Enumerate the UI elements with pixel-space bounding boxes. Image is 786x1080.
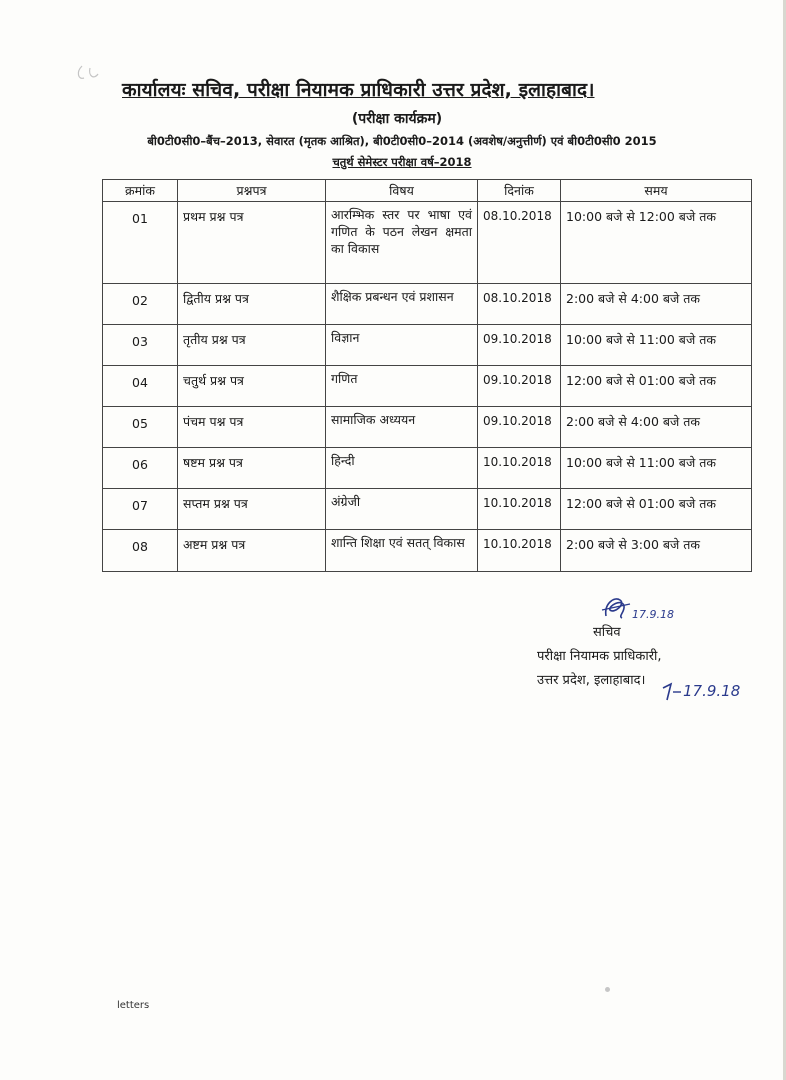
table-row xyxy=(103,325,752,366)
time-cell: 2:00 बजे से 4:00 बजे तक xyxy=(561,284,752,325)
initial-mark xyxy=(655,670,755,710)
table-row xyxy=(103,489,752,530)
serial-cell: 08 xyxy=(103,530,178,572)
serial-cell: 06 xyxy=(103,448,178,489)
signature-date: 17.9.18 xyxy=(632,608,674,621)
date-cell: 08.10.2018 xyxy=(478,202,561,284)
time-cell: 2:00 बजे से 3:00 बजे तक xyxy=(561,530,752,572)
serial-cell: 07 xyxy=(103,489,178,530)
time-cell: 12:00 बजे से 01:00 बजे तक xyxy=(561,489,752,530)
paper-cell: प्रथम प्रश्न पत्र xyxy=(178,202,326,284)
document-subtitle: (परीक्षा कार्यक्रम) xyxy=(351,111,443,127)
paper-cell: द्वितीय प्रश्न पत्र xyxy=(178,284,326,325)
table-row xyxy=(103,366,752,407)
subject-cell: हिन्दी xyxy=(326,448,478,489)
table-row xyxy=(103,530,752,572)
time-cell: 10:00 बजे से 12:00 बजे तक xyxy=(561,202,752,284)
table-row xyxy=(103,407,752,448)
column-header-date: दिनांक xyxy=(478,180,561,202)
exam-schedule-table xyxy=(102,179,752,572)
table-header-row xyxy=(103,180,752,202)
paper-speck xyxy=(605,987,610,992)
date-cell: 09.10.2018 xyxy=(478,407,561,448)
table-row xyxy=(103,202,752,284)
initial-date: 17.9.18 xyxy=(683,682,741,700)
signatory-title: सचिव xyxy=(593,625,621,640)
signatory-location: उत्तर प्रदेश, इलाहाबाद। xyxy=(537,673,646,688)
serial-cell: 01 xyxy=(103,202,178,284)
column-header-subject: विषय xyxy=(326,180,478,202)
time-cell: 10:00 बजे से 11:00 बजे तक xyxy=(561,325,752,366)
paper-cell: अष्टम प्रश्न पत्र xyxy=(178,530,326,572)
serial-cell: 03 xyxy=(103,325,178,366)
column-header-time: समय xyxy=(561,180,752,202)
serial-cell: 04 xyxy=(103,366,178,407)
serial-cell: 02 xyxy=(103,284,178,325)
paper-cell: चतुर्थ प्रश्न पत्र xyxy=(178,366,326,407)
office-title: कार्यालयः सचिव, परीक्षा नियामक प्राधिकारी उत्तर प्रदेश, इलाहाबाद। xyxy=(122,79,595,101)
paper-cell: सप्तम प्रश्न पत्र xyxy=(178,489,326,530)
date-cell: 10.10.2018 xyxy=(478,489,561,530)
date-cell: 08.10.2018 xyxy=(478,284,561,325)
time-cell: 10:00 बजे से 11:00 बजे तक xyxy=(561,448,752,489)
date-cell: 09.10.2018 xyxy=(478,366,561,407)
subject-cell: अंग्रेजी xyxy=(326,489,478,530)
subject-cell: सामाजिक अध्ययन xyxy=(326,407,478,448)
table-row xyxy=(103,448,752,489)
subject-cell: शान्ति शिक्षा एवं सतत् विकास xyxy=(326,530,478,572)
footer-note: letters xyxy=(117,1000,150,1011)
time-cell: 2:00 बजे से 4:00 बजे तक xyxy=(561,407,752,448)
column-header-paper: प्रश्नपत्र xyxy=(178,180,326,202)
exam-semester: चतुर्थ सेमेस्टर परीक्षा वर्ष–2018 xyxy=(332,155,472,169)
date-cell: 10.10.2018 xyxy=(478,448,561,489)
time-cell: 12:00 बजे से 01:00 बजे तक xyxy=(561,366,752,407)
date-cell: 10.10.2018 xyxy=(478,530,561,572)
table-row xyxy=(103,284,752,325)
paper-cell: तृतीय प्रश्न पत्र xyxy=(178,325,326,366)
subject-cell: विज्ञान xyxy=(326,325,478,366)
subject-cell: शैक्षिक प्रबन्धन एवं प्रशासन xyxy=(326,284,478,325)
subject-cell: आरम्भिक स्तर पर भाषा एवं गणित के पठन लेखन क्षमता का विकास xyxy=(326,202,478,284)
signatory-designation: परीक्षा नियामक प्राधिकारी, xyxy=(537,649,662,664)
serial-cell: 05 xyxy=(103,407,178,448)
subject-cell: गणित xyxy=(326,366,478,407)
date-cell: 09.10.2018 xyxy=(478,325,561,366)
faded-mark xyxy=(70,58,110,98)
paper-cell: पंचम पश्न पत्र xyxy=(178,407,326,448)
column-header-serial: क्रमांक xyxy=(103,180,178,202)
course-batches: बी0टी0सी0–बैंच–2013, सेवारत (मृतक आश्रित), बी0टी0सी0–2014 (अवशेष/अनुत्तीर्ण) एवं बी0टी0सी0 2015 xyxy=(147,134,657,148)
paper-cell: षष्टम प्रश्न पत्र xyxy=(178,448,326,489)
